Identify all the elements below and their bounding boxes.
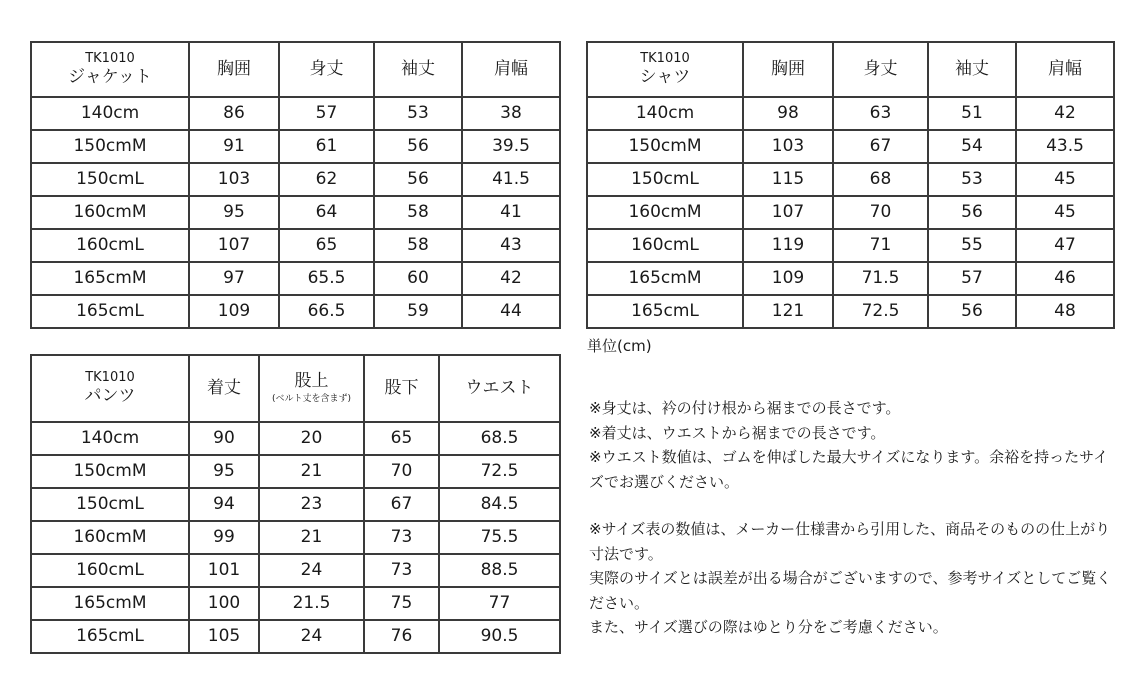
pants-size-cell: 160cmL — [31, 554, 189, 587]
unit-label: 単位(cm) — [587, 337, 652, 355]
pants-col-inseam: 股下 — [364, 355, 439, 422]
shirt-size-cell: 160cmL — [587, 229, 743, 262]
pants-size-table — [30, 354, 561, 654]
pants-col-total-length: 着丈 — [189, 355, 259, 422]
shirt-value-cell: 119 — [743, 229, 833, 262]
jacket-value-cell: 97 — [189, 262, 279, 295]
pants-size-cell: 160cmM — [31, 521, 189, 554]
pants-value-cell: 95 — [189, 455, 259, 488]
pants-value-cell: 68.5 — [439, 422, 560, 455]
jacket-value-cell: 59 — [374, 295, 462, 328]
shirt-size-cell: 160cmM — [587, 196, 743, 229]
jacket-size-cell: 150cmL — [31, 163, 189, 196]
jacket-value-cell: 60 — [374, 262, 462, 295]
jacket-value-cell: 107 — [189, 229, 279, 262]
shirt-value-cell: 98 — [743, 97, 833, 130]
shirt-value-cell: 47 — [1016, 229, 1114, 262]
jacket-product-name: ジャケット — [68, 67, 152, 88]
shirt-row — [587, 262, 1114, 295]
pants-rise-note: (ベルト丈を含まず) — [271, 393, 352, 404]
pants-value-cell: 21 — [259, 455, 364, 488]
pants-product-name: パンツ — [84, 386, 136, 407]
shirt-value-cell: 46 — [1016, 262, 1114, 295]
pants-row — [31, 422, 560, 455]
jacket-col-chest: 胸囲 — [189, 42, 279, 97]
shirt-value-cell: 68 — [833, 163, 928, 196]
jacket-value-cell: 53 — [374, 97, 462, 130]
pants-row — [31, 554, 560, 587]
jacket-value-cell: 57 — [279, 97, 374, 130]
note-line: ※着丈は、ウエストから裾までの長さです。 — [589, 423, 886, 442]
shirt-size-cell: 165cmM — [587, 262, 743, 295]
shirt-model-code: TK1010 — [640, 51, 690, 66]
pants-value-cell: 90.5 — [439, 620, 560, 653]
shirt-value-cell: 55 — [928, 229, 1016, 262]
shirt-value-cell: 70 — [833, 196, 928, 229]
shirt-value-cell: 67 — [833, 130, 928, 163]
shirt-row — [587, 196, 1114, 229]
pants-value-cell: 70 — [364, 455, 439, 488]
pants-value-cell: 73 — [364, 554, 439, 587]
shirt-value-cell: 45 — [1016, 196, 1114, 229]
shirt-value-cell: 72.5 — [833, 295, 928, 328]
pants-size-cell: 150cmL — [31, 488, 189, 521]
shirt-value-cell: 53 — [928, 163, 1016, 196]
jacket-value-cell: 91 — [189, 130, 279, 163]
jacket-value-cell: 58 — [374, 196, 462, 229]
shirt-row — [587, 97, 1114, 130]
shirt-size-cell: 150cmL — [587, 163, 743, 196]
pants-col-waist: ウエスト — [439, 355, 560, 422]
pants-value-cell: 105 — [189, 620, 259, 653]
jacket-row — [31, 163, 560, 196]
shirt-value-cell: 63 — [833, 97, 928, 130]
jacket-col-sleeve: 袖丈 — [374, 42, 462, 97]
shirt-value-cell: 71 — [833, 229, 928, 262]
jacket-title-cell — [31, 42, 189, 97]
jacket-value-cell: 56 — [374, 130, 462, 163]
pants-row — [31, 521, 560, 554]
pants-value-cell: 73 — [364, 521, 439, 554]
pants-size-cell: 165cmL — [31, 620, 189, 653]
pants-value-cell: 84.5 — [439, 488, 560, 521]
pants-row — [31, 620, 560, 653]
shirt-size-cell: 150cmM — [587, 130, 743, 163]
shirt-col-chest: 胸囲 — [743, 42, 833, 97]
jacket-value-cell: 38 — [462, 97, 560, 130]
shirt-value-cell: 115 — [743, 163, 833, 196]
pants-value-cell: 67 — [364, 488, 439, 521]
shirt-row — [587, 229, 1114, 262]
jacket-value-cell: 62 — [279, 163, 374, 196]
shirt-col-sleeve: 袖丈 — [928, 42, 1016, 97]
pants-value-cell: 75 — [364, 587, 439, 620]
notes-spacer — [589, 494, 1119, 517]
shirt-row — [587, 163, 1114, 196]
jacket-row — [31, 262, 560, 295]
shirt-value-cell: 48 — [1016, 295, 1114, 328]
pants-row — [31, 488, 560, 521]
jacket-value-cell: 61 — [279, 130, 374, 163]
pants-value-cell: 75.5 — [439, 521, 560, 554]
jacket-value-cell: 56 — [374, 163, 462, 196]
shirt-value-cell: 43.5 — [1016, 130, 1114, 163]
jacket-value-cell: 66.5 — [279, 295, 374, 328]
pants-value-cell: 23 — [259, 488, 364, 521]
jacket-col-shoulder: 肩幅 — [462, 42, 560, 97]
jacket-value-cell: 41 — [462, 196, 560, 229]
pants-row — [31, 587, 560, 620]
jacket-size-cell: 160cmL — [31, 229, 189, 262]
shirt-col-shoulder: 肩幅 — [1016, 42, 1114, 97]
pants-value-cell: 77 — [439, 587, 560, 620]
jacket-value-cell: 64 — [279, 196, 374, 229]
pants-value-cell: 101 — [189, 554, 259, 587]
jacket-col-body-length: 身丈 — [279, 42, 374, 97]
jacket-value-cell: 41.5 — [462, 163, 560, 196]
note-line: また、サイズ選びの際はゆとり分をご考慮ください。 — [589, 618, 948, 636]
shirt-value-cell: 56 — [928, 295, 1016, 328]
pants-value-cell: 99 — [189, 521, 259, 554]
pants-value-cell: 24 — [259, 554, 364, 587]
jacket-value-cell: 103 — [189, 163, 279, 196]
pants-title-cell — [31, 355, 189, 422]
shirt-value-cell: 121 — [743, 295, 833, 328]
jacket-size-cell: 165cmM — [31, 262, 189, 295]
pants-value-cell: 90 — [189, 422, 259, 455]
jacket-value-cell: 109 — [189, 295, 279, 328]
note-line: 実際のサイズとは誤差が出る場合がございますので、参考サイズとしてご覧ください。 — [589, 569, 1112, 612]
pants-value-cell: 88.5 — [439, 554, 560, 587]
jacket-size-cell: 140cm — [31, 97, 189, 130]
note-line: ※ウエスト数値は、ゴムを伸ばした最大サイズになります。余裕を持ったサイズでお選びください。 — [589, 448, 1109, 491]
pants-value-cell: 21 — [259, 521, 364, 554]
pants-header-row — [31, 355, 560, 422]
jacket-header-row — [31, 42, 560, 97]
jacket-value-cell: 44 — [462, 295, 560, 328]
jacket-size-cell: 150cmM — [31, 130, 189, 163]
pants-value-cell: 24 — [259, 620, 364, 653]
jacket-value-cell: 86 — [189, 97, 279, 130]
jacket-model-code: TK1010 — [85, 51, 135, 66]
shirt-value-cell: 54 — [928, 130, 1016, 163]
shirt-value-cell: 56 — [928, 196, 1016, 229]
shirt-value-cell: 71.5 — [833, 262, 928, 295]
jacket-row — [31, 229, 560, 262]
jacket-row — [31, 196, 560, 229]
shirt-value-cell: 42 — [1016, 97, 1114, 130]
jacket-size-table — [30, 41, 561, 329]
shirt-row — [587, 295, 1114, 328]
pants-model-code: TK1010 — [85, 370, 135, 385]
jacket-size-cell: 160cmM — [31, 196, 189, 229]
pants-value-cell: 21.5 — [259, 587, 364, 620]
shirt-value-cell: 107 — [743, 196, 833, 229]
pants-size-cell: 150cmM — [31, 455, 189, 488]
pants-size-cell: 140cm — [31, 422, 189, 455]
jacket-size-cell: 165cmL — [31, 295, 189, 328]
note-line: ※サイズ表の数値は、メーカー仕様書から引用した、商品そのものの仕上がり寸法です。 — [589, 520, 1111, 563]
jacket-row — [31, 97, 560, 130]
shirt-size-table — [586, 41, 1115, 329]
jacket-value-cell: 39.5 — [462, 130, 560, 163]
jacket-value-cell: 42 — [462, 262, 560, 295]
shirt-size-cell: 140cm — [587, 97, 743, 130]
jacket-row — [31, 295, 560, 328]
shirt-row — [587, 130, 1114, 163]
shirt-value-cell: 57 — [928, 262, 1016, 295]
jacket-value-cell: 58 — [374, 229, 462, 262]
shirt-col-body-length: 身丈 — [833, 42, 928, 97]
pants-col-rise — [259, 355, 364, 422]
pants-value-cell: 76 — [364, 620, 439, 653]
notes-block — [589, 396, 1119, 640]
jacket-value-cell: 43 — [462, 229, 560, 262]
shirt-value-cell: 103 — [743, 130, 833, 163]
shirt-header-row — [587, 42, 1114, 97]
note-line: ※身丈は、衿の付け根から裾までの長さです。 — [589, 399, 901, 417]
shirt-value-cell: 45 — [1016, 163, 1114, 196]
pants-value-cell: 94 — [189, 488, 259, 521]
pants-value-cell: 72.5 — [439, 455, 560, 488]
shirt-title-cell — [587, 42, 743, 97]
pants-size-cell: 165cmM — [31, 587, 189, 620]
shirt-size-cell: 165cmL — [587, 295, 743, 328]
shirt-value-cell: 51 — [928, 97, 1016, 130]
shirt-product-name: シャツ — [639, 67, 691, 88]
pants-value-cell: 20 — [259, 422, 364, 455]
pants-rise-label: 股上 — [294, 371, 329, 392]
jacket-value-cell: 95 — [189, 196, 279, 229]
pants-value-cell: 65 — [364, 422, 439, 455]
jacket-value-cell: 65.5 — [279, 262, 374, 295]
jacket-value-cell: 65 — [279, 229, 374, 262]
shirt-value-cell: 109 — [743, 262, 833, 295]
pants-row — [31, 455, 560, 488]
jacket-row — [31, 130, 560, 163]
pants-value-cell: 100 — [189, 587, 259, 620]
